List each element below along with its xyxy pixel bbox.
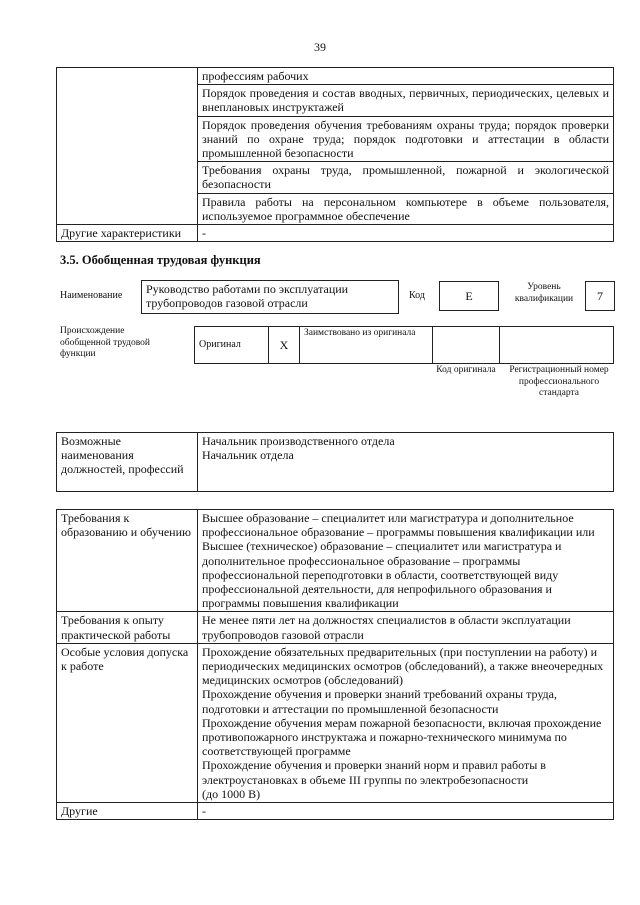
conditions-value-cell [198, 643, 614, 802]
level-value: 7 [585, 281, 615, 311]
characteristics-table [56, 67, 614, 242]
name-label: Наименование [60, 290, 123, 301]
position-item: Начальник производственного отдела [202, 434, 395, 448]
condition-item: (до 1000 В) [202, 786, 261, 801]
page-number: 39 [314, 40, 326, 54]
knowledge-item: Порядок проведения и состав вводных, первичных, периодических, целевых и внеплановых инструктажей [198, 85, 614, 116]
original-mark: X [269, 327, 300, 364]
reg-number-cell [500, 327, 614, 364]
experience-value: Не менее пяти лет на должностях специалистов в области эксплуатации трубопроводов газовой отрасли [198, 612, 614, 643]
original-label: Оригинал [195, 327, 269, 364]
position-item: Начальник отдела [202, 448, 294, 463]
education-option: Высшее образование – специалитет или магистратура и дополнительное профессиональное образование – программы повышения квалификации или [202, 511, 595, 540]
code-original-cell [433, 327, 500, 364]
reg-number-label: Регистрационный номер профессионального стандарта [509, 365, 609, 398]
condition-item: Прохождение обучения и проверки знаний требований охраны труда, подготовки и аттестации по промышленной безопасности [202, 687, 557, 716]
other-characteristics-value: - [198, 225, 614, 242]
condition-item: Прохождение обучения мерам пожарной безопасности, включая прохождение противопожарного инструктажа и пожарно-технического минимума по соответствующей программе [202, 715, 602, 759]
condition-item: Прохождение обязательных предварительных (при поступлении на работу) и периодических медицинских осмотров (обследований), а также внеочередных медицинских осмотров (обследований) [202, 644, 604, 688]
education-value-cell [198, 510, 614, 612]
code-label: Код [409, 290, 425, 301]
other-value: - [198, 803, 614, 820]
function-name: Руководство работами по эксплуатации трубопроводов газовой отрасли [141, 280, 399, 314]
conditions-label: Особые условия допуска к работе [57, 643, 198, 802]
requirements-table [56, 509, 614, 820]
other-label: Другие [57, 803, 198, 820]
positions-values [198, 433, 614, 492]
knowledge-item: Порядок проведения обучения требованиям охраны труда; порядок проверки знаний по охране труда; порядок подготовки и аттестации в области промышленной безопасности [198, 116, 614, 162]
origin-table [194, 326, 614, 364]
education-label: Требования к образованию и обучению [57, 510, 198, 612]
knowledge-item: профессиям рабочих [198, 68, 614, 85]
origin-label: Происхождение обобщенной трудовой функции [60, 326, 150, 359]
level-label: Уровень квалификации [514, 282, 574, 304]
positions-table [56, 432, 614, 492]
positions-label: Возможные наименования должностей, профессий [57, 433, 198, 492]
education-option: Высшее (техническое) образование – специалитет или магистратура и дополнительное профессиональное образование – программы профессиональной переподготовки в области, соответствующей виду профессиональной деятельности, для непрофильного образования и программы повышения квалификации [202, 539, 562, 611]
experience-label: Требования к опыту практической работы [57, 612, 198, 643]
knowledge-item: Требования охраны труда, промышленной, пожарной и экологической безопасности [198, 162, 614, 193]
other-characteristics-label: Другие характеристики [57, 225, 198, 242]
empty-label-cell [57, 68, 198, 225]
code-original-label: Код оригинала [436, 365, 496, 375]
condition-item: Прохождение обучения и проверки знаний норм и правил работы в электроустановках в объеме III группы по электробезопасности [202, 758, 546, 787]
knowledge-item: Правила работы на персональном компьютере в объеме пользователя, используемое программное обеспечение [198, 193, 614, 224]
code-value: E [439, 281, 499, 311]
borrowed-label: Заимствовано из оригинала [300, 327, 433, 364]
section-title: 3.5. Обобщенная трудовая функция [60, 253, 261, 267]
